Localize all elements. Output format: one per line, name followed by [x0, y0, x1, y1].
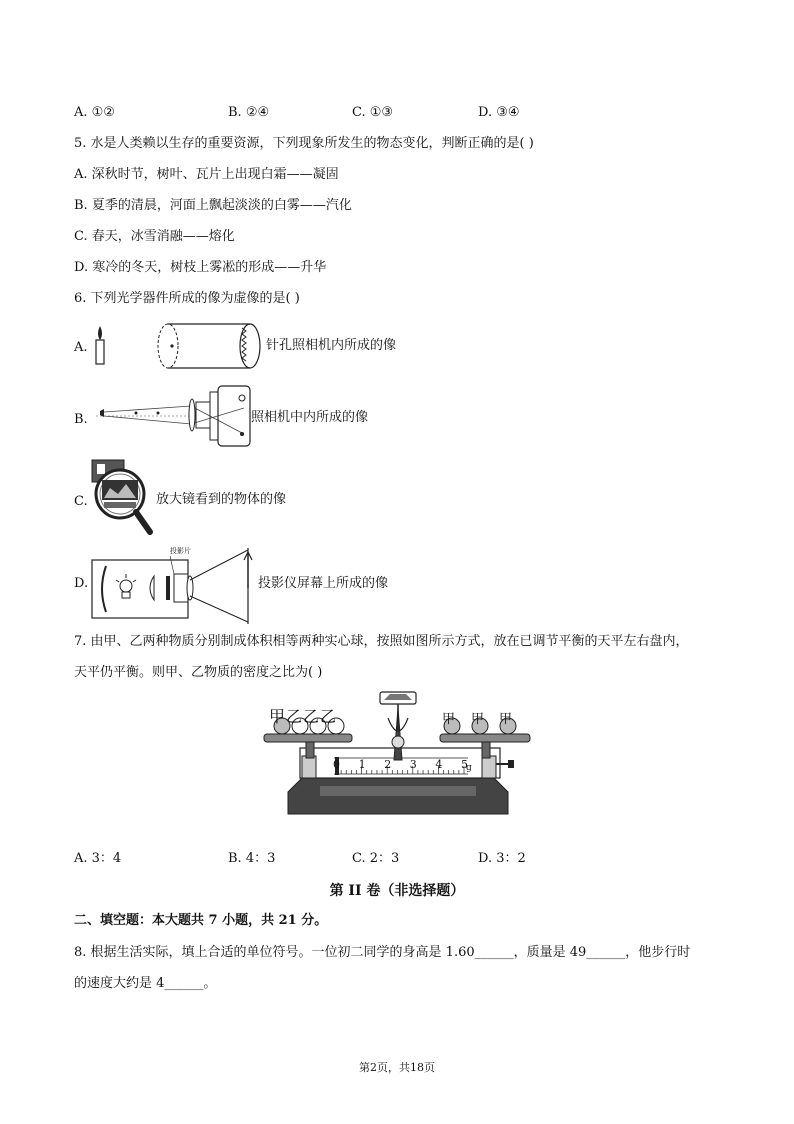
magnifier-figure — [88, 458, 154, 538]
q7-stem-line2: 天平仍平衡。则甲、乙物质的密度之比为( ) — [74, 665, 323, 680]
q6-option-b-letter: B. — [74, 412, 88, 427]
q7-option-c: C. 2：3 — [352, 851, 400, 866]
q6-option-a-caption: 针孔照相机内所成的像 — [266, 338, 397, 353]
scale-tick-label: 2 — [384, 758, 392, 771]
q8-line1: 8. 根据生活实际，填上合适的单位符号。一位初二同学的身高是 1.60______，质量是 49______，他步行时 — [74, 945, 691, 960]
q7-stem-line1: 7. 由甲、乙两种物质分别制成体积相等两种实心球，按照如图所示方式，放在已调节平衡的天平左右盘内， — [74, 634, 689, 649]
scale-tick-label: 1 — [358, 758, 366, 771]
q5-option-d: D. 寒冷的冬天，树枝上雾凇的形成——升华 — [74, 260, 327, 275]
q6-option-d-caption: 投影仪屏幕上所成的像 — [258, 576, 389, 591]
right-pan-label-2: 甲 — [471, 712, 485, 727]
scale-unit: g — [466, 763, 472, 773]
q4-option-a: A. ①② — [74, 105, 115, 120]
q6-option-c-letter: C. — [74, 494, 88, 509]
q8-line2: 的速度大约是 4______。 — [74, 976, 217, 991]
q4-option-b: B. ②④ — [228, 105, 270, 120]
right-pan-label-3: 甲 — [499, 712, 513, 727]
q5-option-b: B. 夏季的清晨，河面上飘起淡淡的白雾——汽化 — [74, 198, 352, 213]
scale-tick-label: 3 — [409, 758, 417, 771]
q6-option-d-letter: D. — [74, 576, 89, 591]
q6-option-b-caption: 照相机中内所成的像 — [251, 410, 369, 425]
q5-option-a: A. 深秋时节，树叶、瓦片上出现白霜——凝固 — [74, 167, 339, 182]
q7-option-b: B. 4：3 — [228, 851, 276, 866]
q6-option-a-letter: A. — [74, 340, 88, 355]
q5-option-c: C. 春天，冰雪消融——熔化 — [74, 229, 235, 244]
q5-stem: 5. 水是人类赖以生存的重要资源，下列现象所发生的物态变化，判断正确的是( ) — [74, 136, 534, 151]
scale-tick-label: 5 — [461, 758, 468, 771]
q6-option-c-caption: 放大镜看到的物体的像 — [156, 492, 287, 507]
page-footer: 第2页，共18页 — [359, 1061, 435, 1074]
pinhole-camera-figure — [90, 320, 270, 376]
section-title: 第 II 卷（非选择题） — [329, 883, 465, 899]
scale-tick-label: 4 — [435, 758, 443, 771]
right-pan-label-1: 甲 — [442, 712, 456, 727]
camera-figure — [96, 386, 256, 448]
q7-option-a: A. 3：4 — [74, 851, 122, 866]
q4-option-d: D. ③④ — [478, 105, 520, 120]
projector-figure — [90, 546, 256, 626]
projector-slide-label: 投影片 — [170, 547, 191, 555]
q6-stem: 6. 下列光学器件所成的像为虚像的是( ) — [74, 291, 300, 306]
left-pan-label: 甲乙乙乙 — [269, 707, 338, 726]
q4-option-c: C. ①③ — [352, 105, 394, 120]
scale-tick-label: 0 — [333, 758, 340, 771]
section-heading: 二、填空题：本大题共 7 小题，共 21 分。 — [74, 913, 328, 928]
q7-option-d: D. 3：2 — [478, 851, 526, 866]
